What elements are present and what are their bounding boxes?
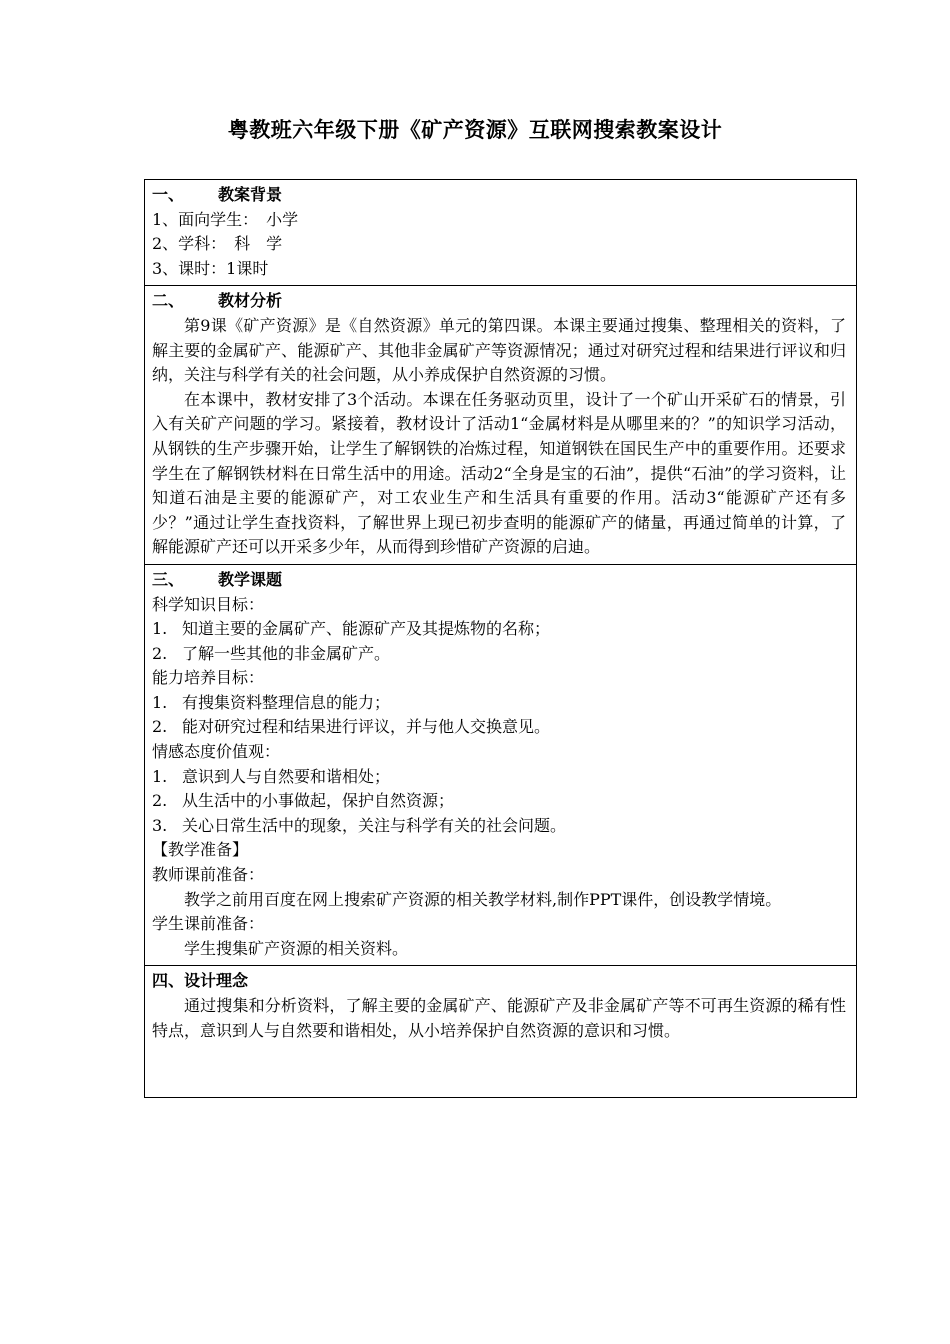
section-material-row	[145, 286, 857, 565]
list-item: 1. 意识到人与自然要和谐相处；	[152, 766, 391, 786]
section-heading	[152, 568, 846, 593]
section-heading	[152, 289, 846, 314]
section-teaching-topic	[145, 564, 857, 966]
section-background-row	[145, 180, 857, 286]
teacher-preparation-label: 教师课前准备：	[152, 865, 265, 885]
student-preparation-label: 学生课前准备：	[152, 914, 265, 934]
section-title: 教材分析	[218, 291, 283, 311]
section-design-concept	[145, 966, 857, 1098]
target-students-line: 1、面向学生： 小学	[152, 209, 299, 229]
section-title: 四、设计理念	[152, 971, 249, 991]
list-item: 2. 能对研究过程和结果进行评议，并与他人交换意见。	[152, 717, 551, 737]
lesson-plan-table	[144, 179, 857, 1098]
student-preparation-text: 学生搜集矿产资源的相关资料。	[184, 938, 409, 958]
list-item: 2. 了解一些其他的非金属矿产。	[152, 643, 391, 663]
section-material-analysis	[145, 286, 857, 565]
teaching-preparation-heading: 【教学准备】	[152, 840, 249, 860]
list-item: 1. 有搜集资料整理信息的能力；	[152, 692, 391, 712]
document-title: 粤教班六年级下册《矿产资源》互联网搜索教案设计	[227, 117, 723, 142]
knowledge-goal-label: 科学知识目标：	[152, 594, 265, 614]
section-heading	[152, 183, 846, 208]
section-number: 三、	[152, 569, 185, 589]
analysis-paragraph: 第9课《矿产资源》是《自然资源》单元的第四课。本课主要通过搜集、整理相关的资料，了解主要的金属矿产、能源矿产、其他非金属矿产等资源情况；通过对研究过程和结果进行评议和归纳，关注与科学有关的社会问题，从小养成保护自然资源的习惯。	[152, 315, 846, 385]
attitude-goal-label: 情感态度价值观：	[152, 742, 281, 762]
list-item: 1. 知道主要的金属矿产、能源矿产及其提炼物的名称；	[152, 619, 551, 639]
section-number: 二、	[152, 291, 185, 311]
analysis-paragraph: 在本课中，教材安排了3个活动。本课在任务驱动页里，设计了一个矿山开采矿石的情景，引入有关矿产问题的学习。紧接着，教材设计了活动1“金属材料是从哪里来的？”的知识学习活动，从钢铁的生产步骤开始，让学生了解钢铁的冶炼过程，知道钢铁在国民生产中的重要作用。还要求学生在了解钢铁材料在日常生活中的用途。活动2“全身是宝的石油”，提供“石油”的学习资料，让知道石油是主要的能源矿产，对工农业生产和生活具有重要的作用。活动3“能源矿产还有多少？”通过让学生查找资料，了解世界上现已初步查明的能源矿产的储量，再通过简单的计算，了解能源矿产还可以开采多少年，从而得到珍惜矿产资源的启迪。	[152, 389, 846, 557]
subject-line: 2、学科： 科 学	[152, 234, 283, 254]
section-background	[145, 180, 857, 286]
list-item: 3. 关心日常生活中的现象，关注与科学有关的社会问题。	[152, 815, 567, 835]
section-number: 一、	[152, 185, 185, 204]
ability-goal-label: 能力培养目标：	[152, 668, 265, 688]
section-concept-row	[145, 966, 857, 1098]
section-title: 教案背景	[218, 185, 283, 204]
teacher-preparation-text: 教学之前用百度在网上搜索矿产资源的相关教学材料,制作PPT课件，创设教学情境。	[184, 889, 782, 909]
section-topic-row	[145, 564, 857, 966]
section-title: 教学课题	[218, 569, 283, 589]
concept-paragraph: 通过搜集和分析资料，了解主要的金属矿产、能源矿产及非金属矿产等不可再生资源的稀有性特点，意识到人与自然要和谐相处，从小培养保护自然资源的意识和习惯。	[152, 996, 846, 1040]
list-item: 2. 从生活中的小事做起，保护自然资源；	[152, 791, 455, 811]
class-hours-line: 3、课时：1课时	[152, 258, 269, 278]
